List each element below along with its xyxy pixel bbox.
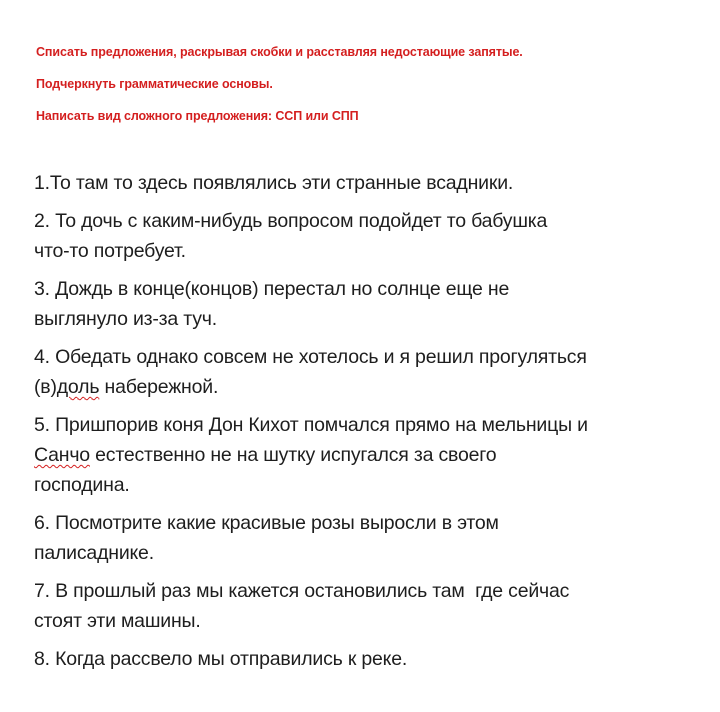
- sentence-5-line-2: [34, 440, 714, 470]
- sentence-2-line-1: 2. То дочь с каким-нибудь вопросом подойдет то бабушка: [34, 210, 548, 232]
- sentence-list: [34, 168, 714, 682]
- sentence-1: [34, 168, 714, 198]
- sentence-4: [34, 342, 714, 402]
- instruction-type: Написать вид сложного предложения: ССП или СПП: [36, 109, 359, 123]
- sentence-1-line-1: 1.То там то здесь появлялись эти странные всадники.: [34, 172, 514, 194]
- sentence-3: [34, 274, 714, 334]
- sentence-5-line-1: 5. Пришпорив коня Дон Кихот помчался прямо на мельницы и: [34, 414, 588, 436]
- sentence-6: [34, 508, 714, 568]
- spellcheck-word-dol: доль: [56, 376, 100, 398]
- sentence-4-prefix: (в): [34, 376, 57, 398]
- instruction-copy: Списать предложения, раскрывая скобки и расставляя недостающие запятые.: [36, 45, 523, 59]
- sentence-7: [34, 576, 714, 636]
- sentence-6-line-2: палисаднике.: [34, 542, 154, 564]
- sentence-8: [34, 644, 714, 674]
- sentence-4-line-2: [34, 372, 714, 402]
- sentence-6-line-1: 6. Посмотрите какие красивые розы выросли в этом: [34, 512, 499, 534]
- sentence-8-line-1: 8. Когда рассвело мы отправились к реке.: [34, 648, 408, 670]
- sentence-3-line-2: выглянуло из-за туч.: [34, 308, 217, 330]
- sentence-5-line-3: господина.: [34, 474, 130, 496]
- sentence-7-line-2: стоят эти машины.: [34, 610, 201, 632]
- sentence-2: [34, 206, 714, 266]
- instruction-underline: Подчеркнуть грамматические основы.: [36, 77, 273, 91]
- sentence-2-line-2: что-то потребует.: [34, 240, 186, 262]
- sentence-3-line-1: 3. Дождь в конце(концов) перестал но солнце еще не: [34, 278, 510, 300]
- task-instructions: [36, 44, 716, 140]
- sentence-7-line-1: 7. В прошлый раз мы кажется остановились там где сейчас: [34, 580, 570, 602]
- sentence-4-line-1: 4. Обедать однако совсем не хотелось и я решил прогуляться: [34, 346, 587, 368]
- sentence-5: [34, 410, 714, 500]
- sentence-4-rest: набережной.: [99, 376, 219, 398]
- spellcheck-word-sancho: Санчо: [34, 444, 90, 466]
- sentence-5-rest: естественно не на шутку испугался за своего: [89, 444, 497, 466]
